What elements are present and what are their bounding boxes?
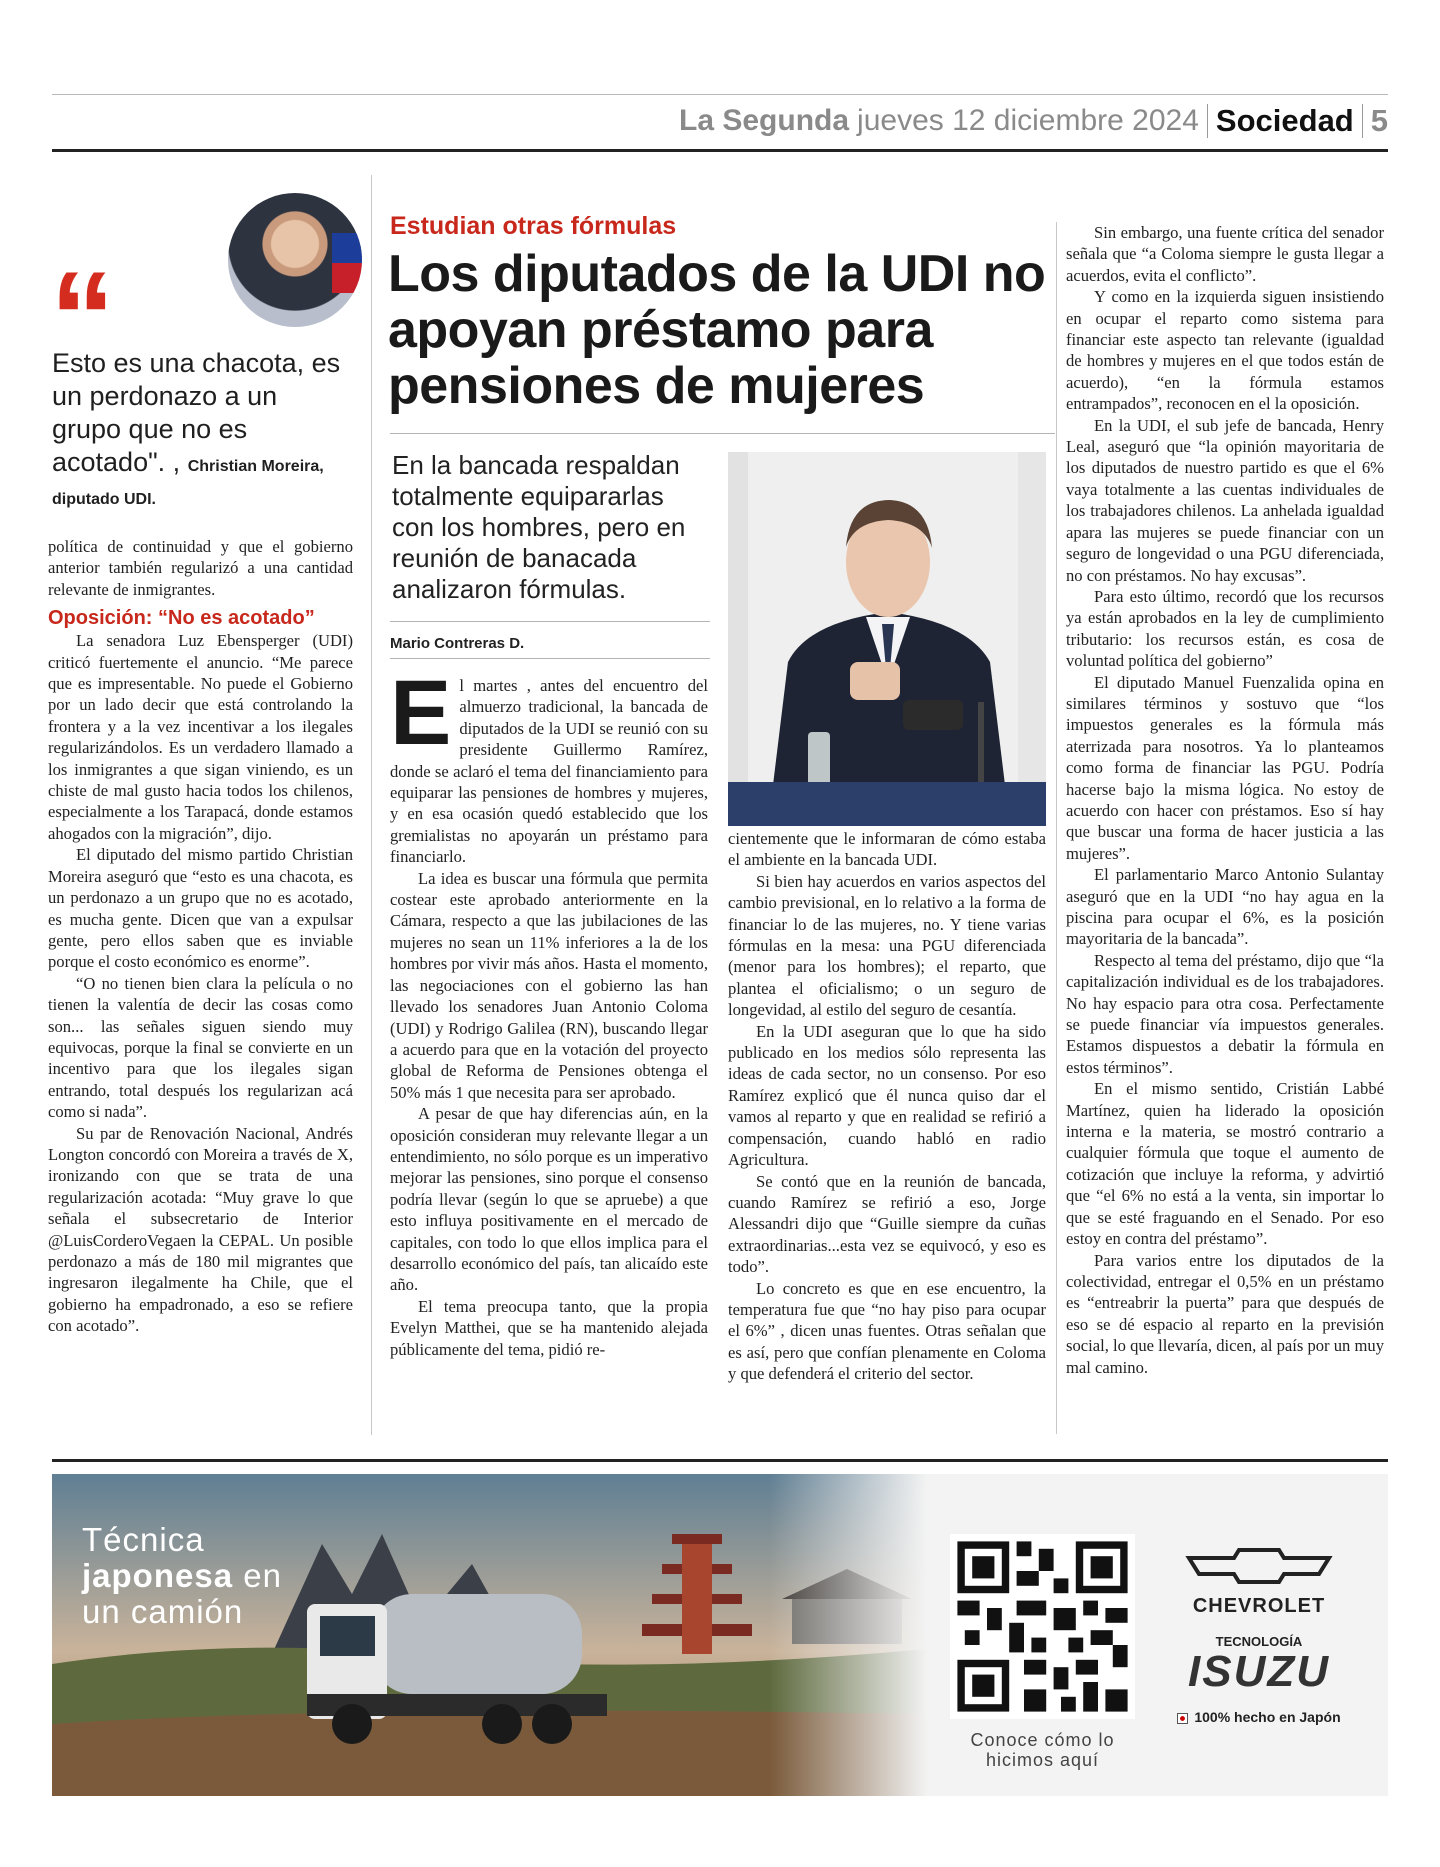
qr-code[interactable] <box>950 1534 1135 1719</box>
pull-quote <box>52 347 352 512</box>
quote-mark-icon: “ <box>50 252 115 342</box>
issue-date: jueves 12 diciembre 2024 <box>857 104 1199 137</box>
paragraph: Para esto último, recordó que los recursos ya están aprobados en la ley de cumplimiento tributario: los recursos están, es cosa de voluntad política del gobierno” <box>1066 586 1384 671</box>
origin-note <box>1174 1709 1344 1725</box>
masthead-divider <box>1362 104 1363 138</box>
kicker: Estudian otras fórmulas <box>390 212 677 240</box>
qr-caption: Conoce cómo lo hicimos aquí <box>970 1730 1115 1770</box>
quote-portrait-photo <box>228 193 362 327</box>
paragraph: Para varios entre los diputados de la colectividad, entregar el 0,5% en un préstamo es “entreabrir la puerta” para que después de eso se dé espacio al reparto en la previsión social, lo que llevaría, dicen, al país por un muy mal camino. <box>1066 1250 1384 1377</box>
header-top-rule <box>52 94 1388 95</box>
paragraph-text: l martes , antes del encuentro del almuerzo tradicional, la bancada de diputados de la UDI se reunió con su presidente Guillermo Ramírez, donde se aclaró el tema del financiamiento para equiparar las pensiones de hombres y mujeres, y en esa ocasión quedó establecido que los gremialistas no apoyarán un préstamo para financiarlo. <box>390 676 708 867</box>
column-rule <box>1056 222 1057 1434</box>
paragraph: En la UDI aseguran que lo que ha sido publicado en los medios sólo representa las ideas de cada sector, no un consenso. Por eso Ramírez explicó que él nunca quiso dar el vamos al reparto y que en realidad se refirió a compensación, cuando habló en radio Agricultura. <box>728 1021 1046 1170</box>
flag-graphic <box>332 233 362 293</box>
byline: Mario Contreras D. <box>390 635 525 652</box>
paragraph: La idea es buscar una fórmula que permita costear este aprobado anteriormente en la Cámara, respecto a que las jubilaciones de las mujeres no sean un 11% inferiores a la de los hombres por vivir más años. Hasta el momento, las negociaciones con el gobierno las han llevado los senadores Juan Antonio Coloma (UDI) y Rodrigo Galilea (RN), buscando llegar a acuerdo para que en la votación del proyecto global de Reforma de Pensiones obtenga el 50% más 1 que necesita para ser aprobado. <box>390 868 708 1102</box>
origin-text: 100% hecho en Japón <box>1194 1709 1341 1725</box>
tagline-line: Técnica <box>82 1521 205 1558</box>
page-number: 5 <box>1370 103 1388 138</box>
paragraph: El parlamentario Marco Antonio Sulantay aseguró que en la UDI “no hay agua en la piscina para ocupar el 6%, es la posición mayoritaria de la bancada”. <box>1066 865 1384 949</box>
column-rule <box>371 175 372 1435</box>
paragraph: Se contó que en la reunión de bancada, cuando Ramírez se refirió a eso, Jorge Alessandri dijo que “Guille siempre da cuñas extraordinarias...esta vez se equivocó, y eso es todo”. <box>728 1171 1046 1277</box>
drop-cap: E <box>390 662 452 764</box>
paragraph: Lo concreto es que en ese encuentro, la temperatura fue que “no hay piso para ocupar el 6%” , dicen unas fuentes. Otras señalan que es así, pero que confían plenamente en Coloma y que defenderá el criterio del sector. <box>728 1278 1046 1384</box>
man-in-suit-photo <box>728 452 1046 826</box>
article-photo <box>728 452 1046 826</box>
paragraph: En el mismo sentido, Cristián Labbé Martínez, quien ha liderado la oposición interna e la materia, se mostró contrario a cualquier fórmula que toque el aumento de cotización que incluye la reforma, y advirtió que “el 6% no está a la venta, sin importar lo que se esté fraguando en el Senado. Por eso estoy en contra del préstamo”. <box>1066 1079 1384 1249</box>
paragraph: Respecto al tema del préstamo, dijo que “la capitalización individual es de los trabajadores. No hay espacio para otra cosa. Perfectamente se puede financiar vía impuestos generales. Estamos dispuestos a debatir la fórmula en estos términos”. <box>1066 950 1384 1077</box>
ad-top-rule <box>52 1459 1388 1462</box>
tagline-line: un camión <box>82 1593 244 1630</box>
paragraph: A pesar de que hay diferencias aún, en la oposición consideran muy relevante llegar a un entendimiento, no sólo porque es un imperativo mejorar las pensiones, sino porque el consenso podría llevar (según lo que se apruebe) a que esto influya positivamente en el mercado de capitales, con todo lo que ellos implica para el desarrollo económico del país, tan alicaído este año. <box>390 1104 708 1295</box>
brand-block <box>1174 1546 1344 1725</box>
brand-name: CHEVROLET <box>1192 1595 1326 1617</box>
tech-brand: ISUZU <box>1188 1647 1330 1696</box>
masthead <box>679 100 1388 142</box>
pull-quote-attribution: Christian Moreira, diputado UDI. <box>52 458 324 508</box>
paragraph: política de continuidad y que el gobierno anterior también regularizó a una cantidad relevante de inmigrantes. <box>48 537 353 599</box>
lead-paragraph <box>390 662 708 868</box>
japan-flag-icon <box>1177 1713 1188 1724</box>
subheading: Oposición: “No es acotado” <box>48 607 315 630</box>
header-bottom-rule <box>52 149 1388 152</box>
paragraph: El diputado Manuel Fuenzalida opina en similares términos y sostuvo que “los impuestos generales es la fórmula más aterrizada para nosotros. Ya lo planteamos como forma de financiar las PGU. Podría hacerse bajo la misma lógica. No estoy de acuerdo con hacer con préstamos. Eso sí hay que buscar una forma de hacer justicia a las mujeres”. <box>1066 672 1384 863</box>
paragraph: “O no tienen bien clara la película o no tienen la valentía de decir las cosas como son... las señales siguen siendo muy equivocas, porque la final se convierte en un incentivo para que los ilegales sigan entrando, total después los regularizan acá como si nada”. <box>48 973 353 1122</box>
column-1-text <box>48 536 353 1337</box>
paragraph: Si bien hay acuerdos en varios aspectos del cambio previsional, en lo relativo a la forma de financiar lo de las mujeres, no. Y tiene varias fórmulas en la mesa: una PGU diferenciada (menor para los hombres); el reparto, que plantea el oficialismo; o un seguro de longevidad, al estilo del seguro de cesantía. <box>728 871 1046 1020</box>
paragraph: La senadora Luz Ebensperger (UDI) criticó fuertemente el anuncio. “Me parece que es impresentable. No puede el Gobierno por un lado decir que está controlando la frontera y a la vez incentivar a los ilegales regularizándolos. Es un verdadero llamado a los inmigrantes a que sigan viniendo, es un chiste de mal gusto hacia todos los chilenos, especialmente a los Tarapacá, donde estamos ahogados con la migración”, dijo. <box>48 631 353 843</box>
column-2-text <box>390 662 708 1360</box>
deck: En la bancada respaldan totalmente equipararlas con los hombres, pero en reunión de banacada analizaron fórmulas. <box>392 450 686 604</box>
column-3-text <box>728 828 1046 1385</box>
headline: Los diputados de la UDI no apoyan préstamo para pensiones de mujeres <box>388 245 1046 415</box>
paragraph: Y como en la izquierda siguen insistiendo en ocupar el reparto como sistema para financiar este aspecto tan relevante (igualdad de hombres y mujeres en el que todos están de acuerdo), “en la fórmula estamos entrampados”, reconocen en el la oposición. <box>1066 287 1384 414</box>
paragraph: El tema preocupa tanto, que la propia Evelyn Matthei, que se ha mantenido alejada públicamente del tema, pidió re- <box>390 1296 708 1359</box>
chevrolet-bowtie-icon <box>1179 1546 1339 1586</box>
tech-label: TECNOLOGÍA <box>1215 1634 1303 1649</box>
advertisement[interactable] <box>52 1474 1388 1796</box>
paragraph: Sin embargo, una fuente crítica del senador señala que “a Coloma siempre le gusta llegar a acuerdos, evita el conflicto”. <box>1066 223 1384 285</box>
deck-rule <box>390 621 710 622</box>
paragraph: Su par de Renovación Nacional, Andrés Longton concordó con Moreira a través de X, ironizando con que se trata de una regularización acotada: “Muy grave lo que señala el subsecretario de Interior @LuisCorderoVegaen la CEPAL. Un posible perdonazo a más de 180 mil migrantes que ingresaron ilegalmente ha Chile, que el gobierno ha empadronado, a eso se refiere con acotado”. <box>48 1123 353 1336</box>
ad-tagline <box>82 1522 282 1630</box>
column-4-text <box>1066 222 1384 1378</box>
pull-quote-text: Esto es una chacota, es un perdonazo a un grupo que no es acotado". , <box>52 348 341 477</box>
qr-code-icon <box>950 1534 1135 1719</box>
paragraph: En la UDI, el sub jefe de bancada, Henry Leal, aseguró que “la opinión mayoritaria de los diputados de nuestro partido es que el 6% vaya totalmente a las cuentas individuales de los trabajadores chilenos. La anhelada igualdad apara las mujeres se puede financiar con un seguro de longevidad o una PGU diferenciada, no con préstamos. No hay excusas”. <box>1066 415 1384 585</box>
section-name: Sociedad <box>1215 103 1354 138</box>
byline-rule <box>390 658 710 659</box>
tagline-line: en <box>233 1557 282 1594</box>
masthead-divider <box>1207 104 1208 138</box>
tagline-emphasis: japonesa <box>82 1557 234 1594</box>
paragraph: cientemente que le informaran de cómo estaba el ambiente en la bancada UDI. <box>728 829 1046 870</box>
paragraph: El diputado del mismo partido Christian Moreira aseguró que “esto es una chacota, es un perdonazo a un grupo que no es acotado, es mucha gente. Dicen que van a expulsar gente, pero ellos saben que es inviable porque el costo económico es enorme”. <box>48 845 353 972</box>
headline-rule <box>390 433 1055 434</box>
newspaper-name: La Segunda <box>679 104 850 137</box>
